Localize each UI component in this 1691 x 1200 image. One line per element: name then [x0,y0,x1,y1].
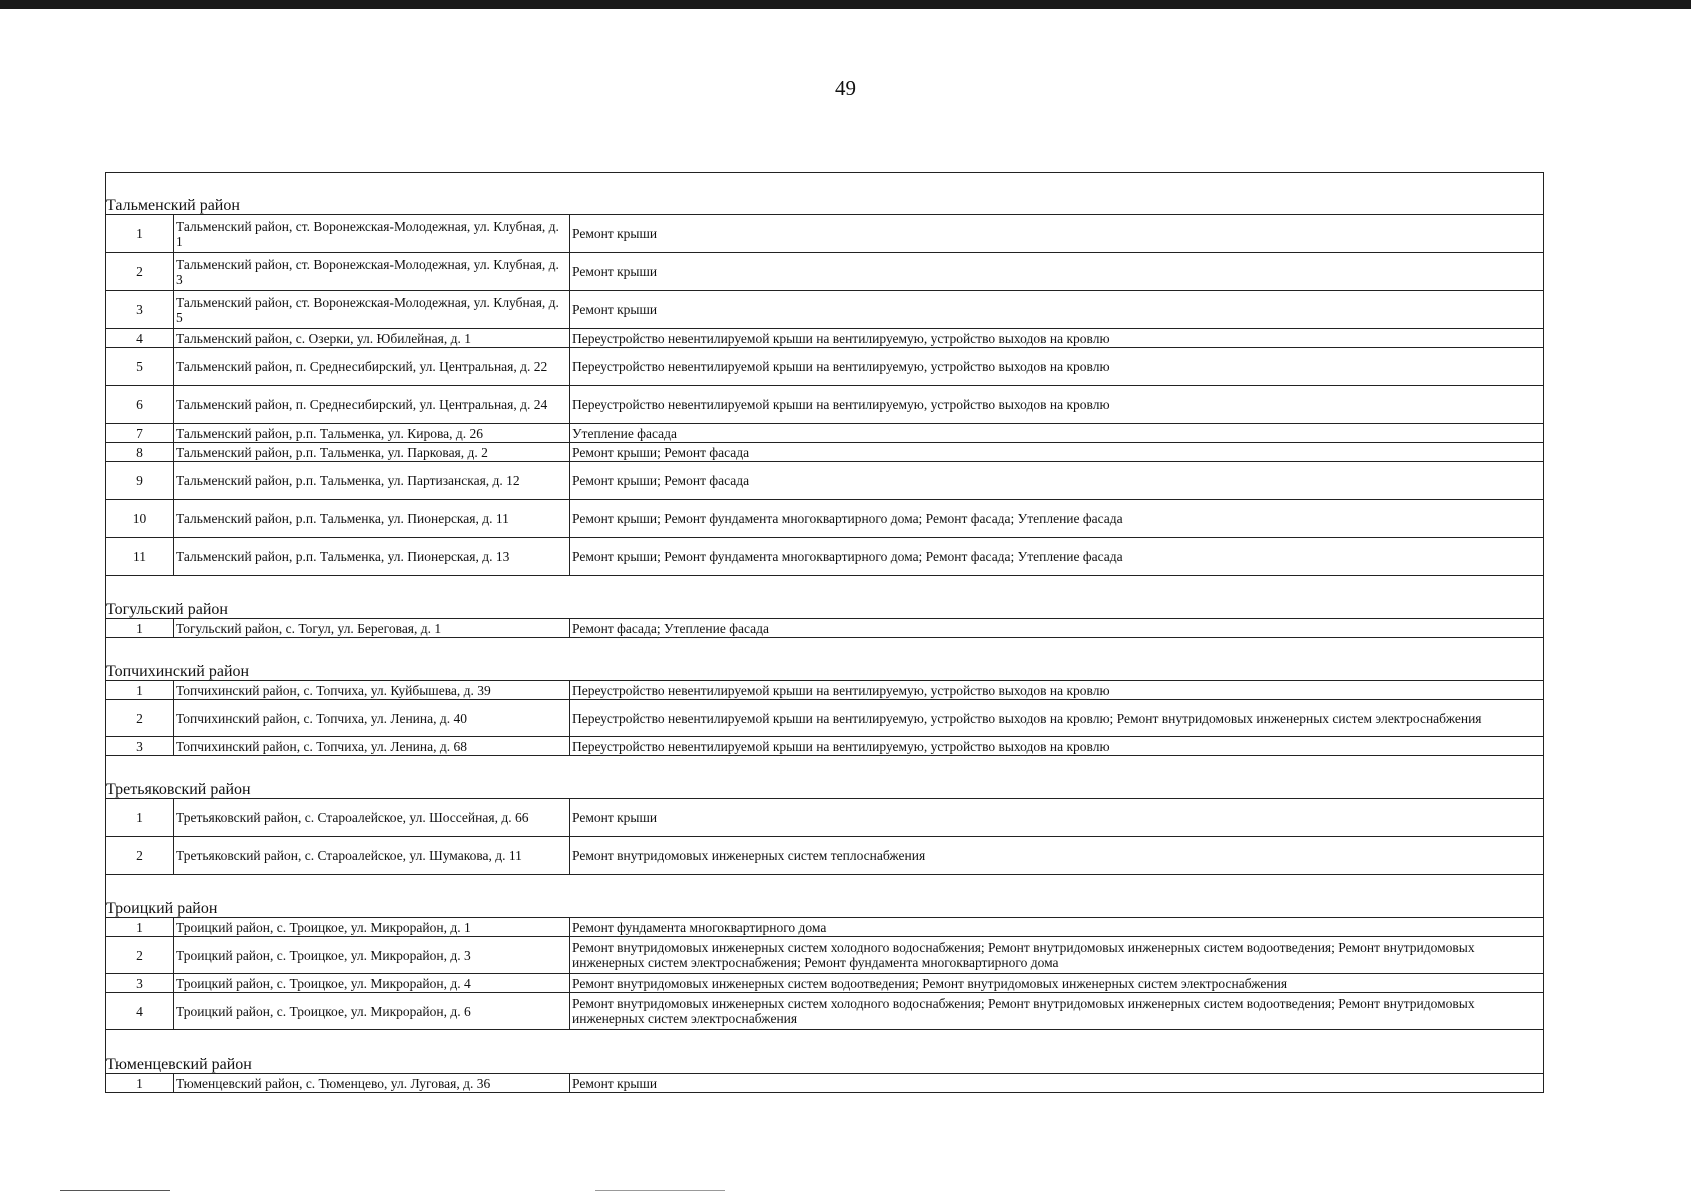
table-row [106,424,1544,443]
row-number: 2 [106,253,174,291]
row-address: Тальменский район, р.п. Тальменка, ул. Пионерская, д. 11 [174,500,570,538]
row-address: Тальменский район, р.п. Тальменка, ул. Пионерская, д. 13 [174,538,570,576]
row-work-type: Ремонт крыши; Ремонт фасада [570,443,1544,462]
row-work-type: Ремонт крыши [570,215,1544,253]
section-title: Тальменский район [106,173,1544,215]
row-work-type: Переустройство невентилируемой крыши на вентилируемую, устройство выходов на кровлю [570,681,1544,700]
row-number: 3 [106,974,174,993]
table-row [106,291,1544,329]
section-header-row [106,875,1544,918]
row-work-type: Переустройство невентилируемой крыши на вентилируемую, устройство выходов на кровлю [570,329,1544,348]
row-work-type: Переустройство невентилируемой крыши на вентилируемую, устройство выходов на кровлю [570,348,1544,386]
row-number: 4 [106,993,174,1030]
table-row [106,462,1544,500]
row-number: 4 [106,329,174,348]
table-row [106,348,1544,386]
table-row [106,837,1544,875]
row-address: Тальменский район, р.п. Тальменка, ул. Партизанская, д. 12 [174,462,570,500]
row-work-type: Ремонт крыши; Ремонт фасада [570,462,1544,500]
row-number: 6 [106,386,174,424]
section-header-row [106,1030,1544,1074]
row-work-type: Ремонт крыши [570,253,1544,291]
section-title: Топчихинский район [106,638,1544,681]
table-row [106,500,1544,538]
footer-line-center [595,1190,725,1191]
row-address: Тальменский район, п. Среднесибирский, ул. Центральная, д. 22 [174,348,570,386]
row-work-type: Переустройство невентилируемой крыши на вентилируемую, устройство выходов на кровлю [570,737,1544,756]
table-row [106,215,1544,253]
table-row [106,386,1544,424]
row-address: Тальменский район, р.п. Тальменка, ул. Парковая, д. 2 [174,443,570,462]
table-row [106,619,1544,638]
row-address: Тальменский район, п. Среднесибирский, ул. Центральная, д. 24 [174,386,570,424]
row-work-type: Ремонт фасада; Утепление фасада [570,619,1544,638]
table-row [106,737,1544,756]
row-work-type: Переустройство невентилируемой крыши на вентилируемую, устройство выходов на кровлю [570,386,1544,424]
row-number: 9 [106,462,174,500]
row-number: 5 [106,348,174,386]
repair-table-body [106,173,1544,1093]
section-title: Третьяковский район [106,756,1544,799]
row-address: Топчихинский район, с. Топчиха, ул. Ленина, д. 68 [174,737,570,756]
row-work-type: Переустройство невентилируемой крыши на вентилируемую, устройство выходов на кровлю; Ремонт внутридомовых инженерных систем электроснабжения [570,700,1544,737]
row-number: 1 [106,681,174,700]
table-row [106,681,1544,700]
table-row [106,700,1544,737]
section-header-row [106,173,1544,215]
table-row [106,253,1544,291]
row-address: Топчихинский район, с. Топчиха, ул. Куйбышева, д. 39 [174,681,570,700]
row-address: Тальменский район, р.п. Тальменка, ул. Кирова, д. 26 [174,424,570,443]
row-address: Тальменский район, с. Озерки, ул. Юбилейная, д. 1 [174,329,570,348]
page-number: 49 [835,76,856,100]
row-address: Третьяковский район, с. Староалейское, ул. Шумакова, д. 11 [174,837,570,875]
section-title: Тюменцевский район [106,1030,1544,1074]
row-work-type: Ремонт крыши [570,1074,1544,1093]
row-address: Тальменский район, ст. Воронежская-Молодежная, ул. Клубная, д. 5 [174,291,570,329]
row-work-type: Ремонт крыши [570,291,1544,329]
row-address: Тюменцевский район, с. Тюменцево, ул. Луговая, д. 36 [174,1074,570,1093]
section-title: Тогульский район [106,576,1544,619]
table-row [106,329,1544,348]
row-number: 2 [106,937,174,974]
row-number: 7 [106,424,174,443]
row-work-type: Ремонт крыши; Ремонт фундамента многоквартирного дома; Ремонт фасада; Утепление фасада [570,500,1544,538]
table-row [106,538,1544,576]
scan-footer-marks [0,1190,1691,1192]
row-work-type: Ремонт крыши; Ремонт фундамента многоквартирного дома; Ремонт фасада; Утепление фасада [570,538,1544,576]
row-work-type: Ремонт фундамента многоквартирного дома [570,918,1544,937]
section-header-row [106,756,1544,799]
row-address: Троицкий район, с. Троицкое, ул. Микрорайон, д. 6 [174,993,570,1030]
table-row [106,799,1544,837]
table-row [106,1074,1544,1093]
row-work-type: Ремонт внутридомовых инженерных систем водоотведения; Ремонт внутридомовых инженерных систем электроснабжения [570,974,1544,993]
table-row [106,974,1544,993]
row-work-type: Ремонт внутридомовых инженерных систем холодного водоснабжения; Ремонт внутридомовых инженерных систем водоотведения; Ремонт внутридомовых инженерных систем электроснабжения [570,993,1544,1030]
row-address: Троицкий район, с. Троицкое, ул. Микрорайон, д. 3 [174,937,570,974]
section-title: Троицкий район [106,875,1544,918]
section-header-row [106,638,1544,681]
row-work-type: Ремонт внутридомовых инженерных систем теплоснабжения [570,837,1544,875]
row-number: 2 [106,837,174,875]
table-row [106,918,1544,937]
row-address: Троицкий район, с. Троицкое, ул. Микрорайон, д. 1 [174,918,570,937]
row-address: Третьяковский район, с. Староалейское, ул. Шоссейная, д. 66 [174,799,570,837]
row-address: Троицкий район, с. Троицкое, ул. Микрорайон, д. 4 [174,974,570,993]
section-header-row [106,576,1544,619]
row-number: 3 [106,737,174,756]
footer-line-left [60,1190,170,1191]
row-address: Тогульский район, с. Тогул, ул. Береговая, д. 1 [174,619,570,638]
row-number: 1 [106,619,174,638]
repair-table [105,172,1544,1093]
table-row [106,993,1544,1030]
row-number: 10 [106,500,174,538]
row-address: Тальменский район, ст. Воронежская-Молодежная, ул. Клубная, д. 3 [174,253,570,291]
table-row [106,443,1544,462]
row-number: 1 [106,215,174,253]
row-work-type: Утепление фасада [570,424,1544,443]
scan-top-border [0,0,1691,9]
row-work-type: Ремонт крыши [570,799,1544,837]
row-number: 2 [106,700,174,737]
row-number: 11 [106,538,174,576]
row-address: Тальменский район, ст. Воронежская-Молодежная, ул. Клубная, д. 1 [174,215,570,253]
row-address: Топчихинский район, с. Топчиха, ул. Ленина, д. 40 [174,700,570,737]
row-number: 1 [106,918,174,937]
table-row [106,937,1544,974]
row-number: 8 [106,443,174,462]
row-work-type: Ремонт внутридомовых инженерных систем холодного водоснабжения; Ремонт внутридомовых инженерных систем водоотведения; Ремонт внутридомовых инженерных систем электроснабжения; Ремонт фундамента многоквартирного дома [570,937,1544,974]
row-number: 1 [106,799,174,837]
row-number: 1 [106,1074,174,1093]
row-number: 3 [106,291,174,329]
